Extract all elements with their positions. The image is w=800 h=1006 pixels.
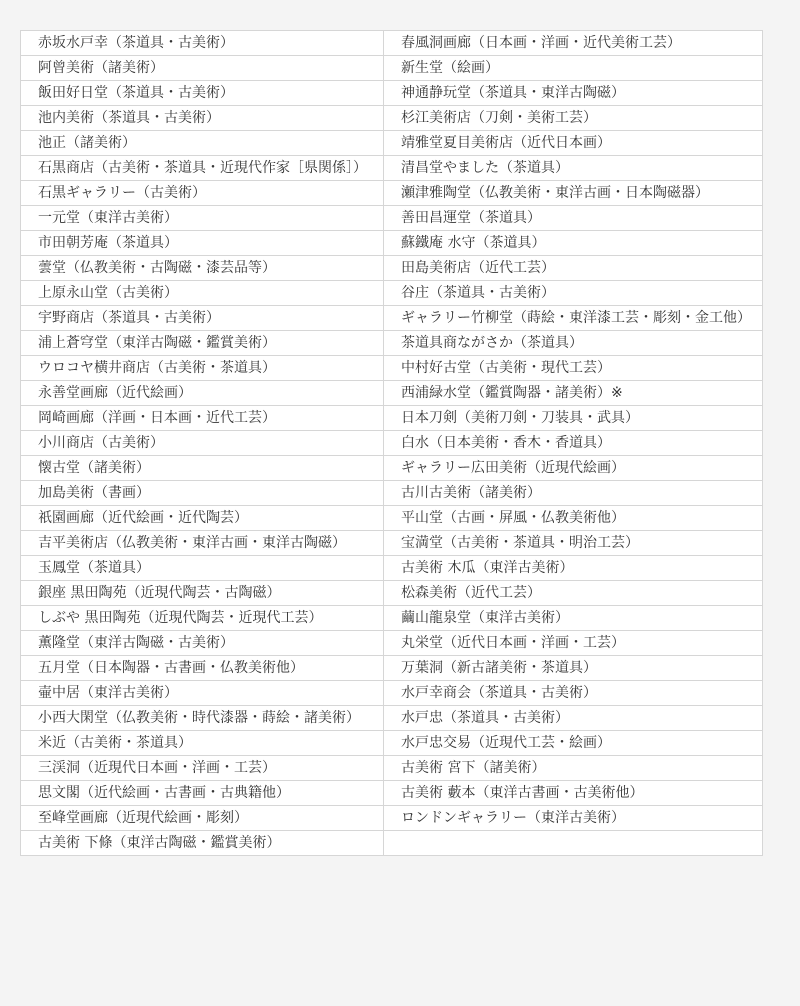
dealer-cell-right: 水戸幸商会（茶道具・古美術）: [384, 681, 763, 706]
dealer-cell-right: 万葉洞（新古諸美術・茶道具）: [384, 656, 763, 681]
dealer-list-panel: [20, 30, 762, 856]
table-row: [21, 531, 763, 556]
dealer-table-body: [21, 31, 763, 856]
dealer-cell-right: [384, 831, 763, 856]
dealer-cell-left: 三渓洞（近現代日本画・洋画・工芸）: [21, 756, 384, 781]
table-row: [21, 381, 763, 406]
dealer-cell-right: 古美術 宮下（諸美術）: [384, 756, 763, 781]
table-row: [21, 81, 763, 106]
table-row: [21, 156, 763, 181]
dealer-cell-left: 石黒商店（古美術・茶道具・近現代作家［県関係］）: [21, 156, 384, 181]
table-row: [21, 831, 763, 856]
table-row: [21, 481, 763, 506]
dealer-cell-right: 松森美術（近代工芸）: [384, 581, 763, 606]
dealer-cell-right: 善田昌運堂（茶道具）: [384, 206, 763, 231]
table-row: [21, 456, 763, 481]
dealer-cell-left: 小川商店（古美術）: [21, 431, 384, 456]
dealer-cell-left: 蕓堂（仏教美術・古陶磁・漆芸品等）: [21, 256, 384, 281]
dealer-cell-right: 清昌堂やました（茶道具）: [384, 156, 763, 181]
table-row: [21, 256, 763, 281]
dealer-cell-left: 懐古堂（諸美術）: [21, 456, 384, 481]
dealer-cell-right: 丸栄堂（近代日本画・洋画・工芸）: [384, 631, 763, 656]
dealer-cell-left: 祇園画廊（近代絵画・近代陶芸）: [21, 506, 384, 531]
dealer-cell-right: 瀬津雅陶堂（仏教美術・東洋古画・日本陶磁器）: [384, 181, 763, 206]
dealer-cell-left: 思文閣（近代絵画・古書画・古典籍他）: [21, 781, 384, 806]
dealer-cell-right: 春風洞画廊（日本画・洋画・近代美術工芸）: [384, 31, 763, 56]
table-row: [21, 781, 763, 806]
table-row: [21, 631, 763, 656]
dealer-cell-left: 吉平美術店（仏教美術・東洋古画・東洋古陶磁）: [21, 531, 384, 556]
dealer-cell-left: 浦上蒼穹堂（東洋古陶磁・鑑賞美術）: [21, 331, 384, 356]
dealer-cell-right: 平山堂（古画・屏風・仏教美術他）: [384, 506, 763, 531]
dealer-cell-left: 市田朝芳庵（茶道具）: [21, 231, 384, 256]
dealer-cell-left: 一元堂（東洋古美術）: [21, 206, 384, 231]
dealer-cell-left: 薫隆堂（東洋古陶磁・古美術）: [21, 631, 384, 656]
dealer-cell-left: 池内美術（茶道具・古美術）: [21, 106, 384, 131]
table-row: [21, 806, 763, 831]
dealer-cell-left: 加島美術（書画）: [21, 481, 384, 506]
table-row: [21, 606, 763, 631]
dealer-cell-right: 谷庄（茶道具・古美術）: [384, 281, 763, 306]
table-row: [21, 406, 763, 431]
dealer-cell-right: 宝満堂（古美術・茶道具・明治工芸）: [384, 531, 763, 556]
dealer-cell-right: 新生堂（絵画）: [384, 56, 763, 81]
table-row: [21, 706, 763, 731]
table-row: [21, 31, 763, 56]
table-row: [21, 581, 763, 606]
dealer-cell-right: 日本刀剣（美術刀剣・刀装具・武具）: [384, 406, 763, 431]
dealer-cell-right: 古川古美術（諸美術）: [384, 481, 763, 506]
dealer-cell-left: 岡崎画廊（洋画・日本画・近代工芸）: [21, 406, 384, 431]
dealer-cell-right: ギャラリー竹柳堂（蒔絵・東洋漆工芸・彫刻・金工他）: [384, 306, 763, 331]
table-row: [21, 331, 763, 356]
table-row: [21, 231, 763, 256]
dealer-cell-right: 茶道具商ながさか（茶道具）: [384, 331, 763, 356]
table-row: [21, 206, 763, 231]
dealer-cell-left: 銀座 黒田陶苑（近現代陶芸・古陶磁）: [21, 581, 384, 606]
table-row: [21, 56, 763, 81]
dealer-cell-right: 西浦緑水堂（鑑賞陶器・諸美術）※: [384, 381, 763, 406]
table-row: [21, 356, 763, 381]
dealer-cell-right: 靖雅堂夏目美術店（近代日本画）: [384, 131, 763, 156]
dealer-cell-right: 中村好古堂（古美術・現代工芸）: [384, 356, 763, 381]
table-row: [21, 556, 763, 581]
dealer-cell-right: 白水（日本美術・香木・香道具）: [384, 431, 763, 456]
dealer-cell-left: しぶや 黒田陶苑（近現代陶芸・近現代工芸）: [21, 606, 384, 631]
dealer-cell-left: 五月堂（日本陶器・古書画・仏教美術他）: [21, 656, 384, 681]
table-row: [21, 681, 763, 706]
dealer-cell-left: ウロコヤ横井商店（古美術・茶道具）: [21, 356, 384, 381]
table-row: [21, 756, 763, 781]
dealer-cell-left: 古美術 下條（東洋古陶磁・鑑賞美術）: [21, 831, 384, 856]
table-row: [21, 431, 763, 456]
table-row: [21, 181, 763, 206]
dealer-cell-right: 古美術 木瓜（東洋古美術）: [384, 556, 763, 581]
dealer-cell-left: 小西大閑堂（仏教美術・時代漆器・蒔絵・諸美術）: [21, 706, 384, 731]
table-row: [21, 106, 763, 131]
dealer-cell-left: 上原永山堂（古美術）: [21, 281, 384, 306]
dealer-cell-left: 永善堂画廊（近代絵画）: [21, 381, 384, 406]
dealer-table: [20, 30, 763, 856]
dealer-cell-right: 蘇鐵庵 水守（茶道具）: [384, 231, 763, 256]
dealer-cell-left: 壷中居（東洋古美術）: [21, 681, 384, 706]
table-row: [21, 731, 763, 756]
dealer-cell-left: 阿曾美術（諸美術）: [21, 56, 384, 81]
dealer-cell-left: 宇野商店（茶道具・古美術）: [21, 306, 384, 331]
table-row: [21, 131, 763, 156]
dealer-cell-right: 水戸忠交易（近現代工芸・絵画）: [384, 731, 763, 756]
dealer-cell-right: 杉江美術店（刀剣・美術工芸）: [384, 106, 763, 131]
dealer-cell-left: 玉鳳堂（茶道具）: [21, 556, 384, 581]
dealer-cell-right: 水戸忠（茶道具・古美術）: [384, 706, 763, 731]
dealer-cell-right: 神通静玩堂（茶道具・東洋古陶磁）: [384, 81, 763, 106]
table-row: [21, 656, 763, 681]
dealer-cell-right: 田島美術店（近代工芸）: [384, 256, 763, 281]
dealer-cell-right: ギャラリー広田美術（近現代絵画）: [384, 456, 763, 481]
dealer-cell-left: 米近（古美術・茶道具）: [21, 731, 384, 756]
table-row: [21, 506, 763, 531]
dealer-cell-left: 池正（諸美術）: [21, 131, 384, 156]
dealer-cell-left: 至峰堂画廊（近現代絵画・彫刻）: [21, 806, 384, 831]
dealer-cell-left: 赤坂水戸幸（茶道具・古美術）: [21, 31, 384, 56]
dealer-cell-right: ロンドンギャラリー（東洋古美術）: [384, 806, 763, 831]
table-row: [21, 306, 763, 331]
table-row: [21, 281, 763, 306]
dealer-cell-left: 飯田好日堂（茶道具・古美術）: [21, 81, 384, 106]
dealer-cell-left: 石黒ギャラリー（古美術）: [21, 181, 384, 206]
dealer-cell-right: 繭山龍泉堂（東洋古美術）: [384, 606, 763, 631]
dealer-cell-right: 古美術 藪本（東洋古書画・古美術他）: [384, 781, 763, 806]
